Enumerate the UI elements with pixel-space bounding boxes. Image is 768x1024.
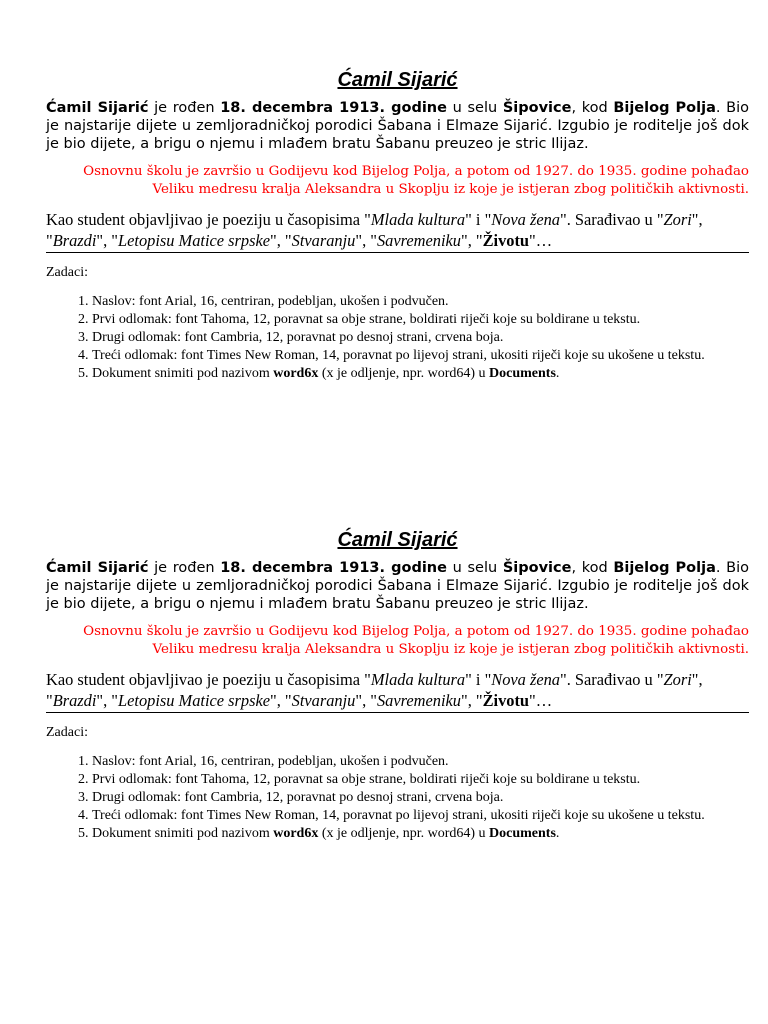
tasks-label: Zadaci:	[46, 725, 88, 740]
italic-magazine: Brazdi	[52, 231, 97, 250]
red-line-1: Osnovnu školu je završio u Godijevu kod Bijelog Polja, a potom od 1927. do 1935. godine pohađao	[83, 164, 749, 179]
italic-magazine: Nova žena	[491, 670, 561, 689]
task-item: 1. Naslov: font Arial, 16, centriran, podebljan, ukošen i podvučen.	[92, 753, 749, 771]
bold-town: Bijelog Polja	[613, 560, 716, 576]
italic-magazine: Savremeniku	[376, 231, 461, 250]
text-span: Dokument snimiti pod nazivom	[92, 366, 274, 381]
text-span: . Bio je najstarije dijete u zemljoradničkoj porodici Šabana i Elmaze Sijarić. Izgubio je roditelje još dok je bio dijete, a brigu o njemu i mlađem bratu Šabanu preuzeo je stric Ilijaz.	[46, 560, 749, 612]
bold-filename: word6x	[273, 826, 319, 841]
paragraph-times	[46, 669, 749, 713]
text-span: Dokument snimiti pod nazivom	[92, 826, 274, 841]
page-title: Ćamil Sijarić	[337, 69, 458, 91]
bold-folder: Documents	[489, 366, 556, 381]
bold-town: Bijelog Polja	[613, 100, 716, 116]
text-span: ", "	[96, 691, 118, 710]
exercise-block-2	[46, 526, 749, 843]
tasks-label: Zadaci:	[46, 265, 88, 280]
text-span: Kao student objavljivao je poeziju u časopisima "	[46, 670, 371, 689]
task-item: 4. Treći odlomak: font Times New Roman, 14, poravnat po lijevoj strani, ukositi riječi koje su ukošene u tekstu.	[92, 807, 749, 825]
task-item: 2. Prvi odlomak: font Tahoma, 12, poravnat sa obje strane, boldirati riječi koje su boldirane u tekstu.	[92, 311, 749, 329]
italic-magazine: Stvaranju	[291, 691, 356, 710]
tasks-list	[46, 753, 749, 843]
text-span: ", "	[46, 210, 703, 250]
text-span: je rođen	[148, 560, 221, 576]
text-span: , kod	[571, 100, 614, 116]
bold-village: Šipovice	[502, 100, 572, 116]
task-item: 2. Prvi odlomak: font Tahoma, 12, poravnat sa obje strane, boldirati riječi koje su boldirane u tekstu.	[92, 771, 749, 789]
italic-magazine: Mlada kultura	[370, 670, 466, 689]
text-span: je rođen	[148, 100, 221, 116]
italic-magazine: Savremeniku	[376, 691, 461, 710]
exercise-block-1	[46, 66, 749, 383]
text-span: (x je odljenje, npr. word64) u	[318, 826, 490, 841]
bold-date: 18. decembra 1913. godine	[220, 560, 447, 576]
task-item	[92, 365, 749, 383]
italic-magazine: Stvaranju	[291, 231, 356, 250]
text-span: . Bio je najstarije dijete u zemljoradničkoj porodici Šabana i Elmaze Sijarić. Izgubio je roditelje još dok je bio dijete, a brigu o njemu i mlađem bratu Šabanu preuzeo je stric Ilijaz.	[46, 100, 749, 152]
text-span: ", "	[355, 691, 377, 710]
text-span: u selu	[446, 560, 503, 576]
italic-magazine: Letopisu Matice srpske	[118, 231, 271, 250]
paragraph-tahoma	[46, 99, 749, 153]
italic-magazine: Letopisu Matice srpske	[118, 691, 271, 710]
italic-magazine: Zori	[663, 670, 692, 689]
page-title: Ćamil Sijarić	[337, 529, 458, 551]
red-line-2: Veliku medresu kralja Aleksandra u Skoplju iz koje je istjeran zbog političkih aktivnosti.	[152, 182, 749, 197]
text-span: .	[555, 366, 560, 381]
paragraph-tahoma	[46, 559, 749, 613]
text-span: .	[555, 826, 560, 841]
red-line-1: Osnovnu školu je završio u Godijevu kod Bijelog Polja, a potom od 1927. do 1935. godine pohađao	[83, 624, 749, 639]
paragraph-times	[46, 209, 749, 253]
text-span: ", "	[270, 231, 292, 250]
text-span: ", "	[270, 691, 292, 710]
text-span: u selu	[446, 100, 503, 116]
bold-folder: Documents	[489, 826, 556, 841]
bold-date: 18. decembra 1913. godine	[220, 100, 447, 116]
bold-village: Šipovice	[502, 560, 572, 576]
text-span: " i "	[465, 210, 492, 229]
italic-magazine: Nova žena	[491, 210, 561, 229]
bold-name: Ćamil Sijarić	[46, 560, 149, 576]
italic-magazine: Brazdi	[52, 691, 97, 710]
italic-magazine: Mlada kultura	[370, 210, 466, 229]
bold-magazine: Životu	[482, 691, 530, 710]
task-item	[92, 825, 749, 843]
paragraph-cambria-red	[46, 163, 749, 199]
task-item: 3. Drugi odlomak: font Cambria, 12, poravnat po desnoj strani, crvena boja.	[92, 789, 749, 807]
text-span: ". Sarađivao u "	[560, 210, 664, 229]
text-span: ", "	[46, 670, 703, 710]
bold-filename: word6x	[273, 366, 319, 381]
text-span: (x je odljenje, npr. word64) u	[318, 366, 490, 381]
bold-name: Ćamil Sijarić	[46, 100, 149, 116]
text-span: "…	[529, 691, 553, 710]
tasks-list	[46, 293, 749, 383]
task-item: 1. Naslov: font Arial, 16, centriran, podebljan, ukošen i podvučen.	[92, 293, 749, 311]
text-span: ", "	[355, 231, 377, 250]
text-span: ", "	[461, 691, 483, 710]
text-span: ", "	[461, 231, 483, 250]
text-span: Kao student objavljivao je poeziju u časopisima "	[46, 210, 371, 229]
italic-magazine: Zori	[663, 210, 692, 229]
bold-magazine: Životu	[482, 231, 530, 250]
task-item: 3. Drugi odlomak: font Cambria, 12, poravnat po desnoj strani, crvena boja.	[92, 329, 749, 347]
text-span: ". Sarađivao u "	[560, 670, 664, 689]
text-span: " i "	[465, 670, 492, 689]
task-item: 4. Treći odlomak: font Times New Roman, 14, poravnat po lijevoj strani, ukositi riječi koje su ukošene u tekstu.	[92, 347, 749, 365]
text-span: ", "	[96, 231, 118, 250]
red-line-2: Veliku medresu kralja Aleksandra u Skoplju iz koje je istjeran zbog političkih aktivnosti.	[152, 642, 749, 657]
text-span: "…	[529, 231, 553, 250]
text-span: , kod	[571, 560, 614, 576]
paragraph-cambria-red	[46, 623, 749, 659]
